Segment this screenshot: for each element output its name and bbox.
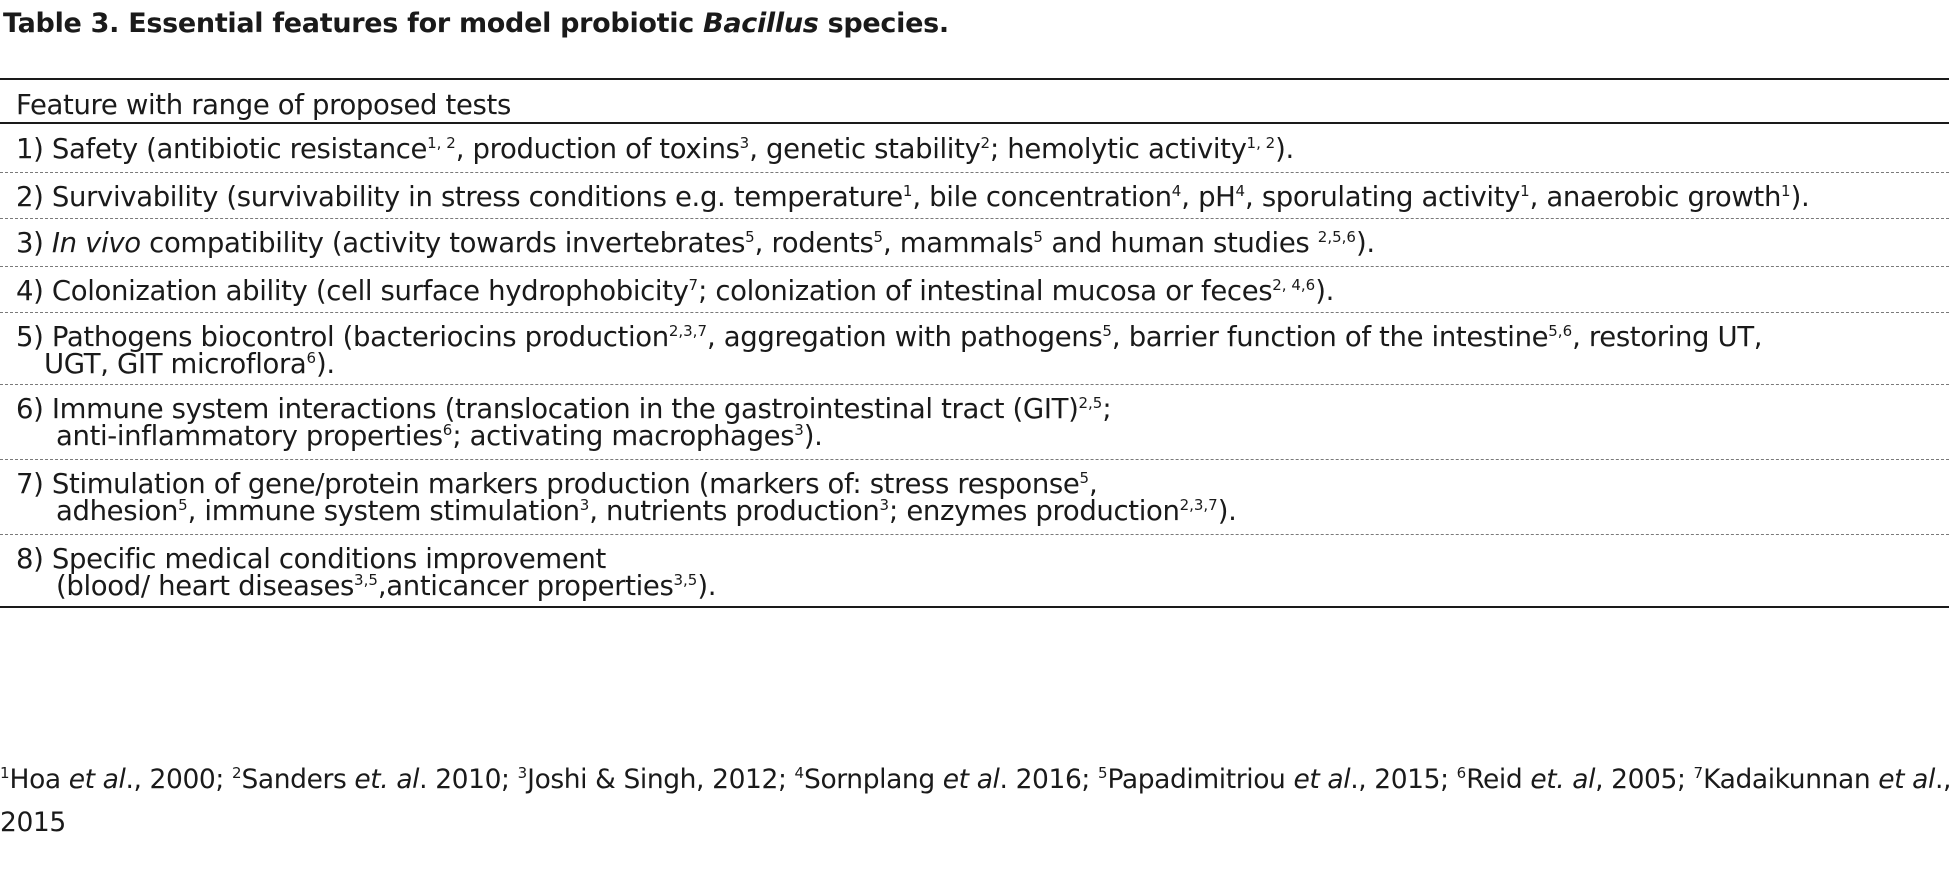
reference-superscript: 4 (1171, 182, 1182, 200)
text-run: ., 2000; (125, 764, 232, 795)
text-run: , pH (1181, 181, 1236, 213)
text-run: , nutrients production (589, 495, 880, 527)
text-run: adhesion (56, 495, 179, 527)
table-row-medical (0, 534, 1949, 606)
reference-superscript: 2 (231, 764, 242, 782)
table-row-immune (0, 384, 1949, 459)
reference-superscript: 6 (1456, 764, 1467, 782)
footnote-line (0, 803, 1951, 843)
caption-prefix: Table 3. Essential features for model probiotic (3, 8, 704, 39)
text-run: , sporulating activity (1245, 181, 1521, 213)
text-run: ; (1102, 393, 1112, 425)
reference-superscript: 1, 2 (1246, 134, 1276, 152)
reference-superscript: 4 (1235, 182, 1246, 200)
text-run: , (1089, 468, 1098, 500)
text-run: 4) Colonization ability (cell surface hydrophobicity (16, 275, 689, 307)
reference-superscript: 5 (1102, 322, 1112, 340)
text-run: , barrier function of the intestine (1111, 321, 1549, 353)
table-cell-line (16, 274, 1334, 312)
text-run: ., 2015; (1350, 764, 1457, 795)
text-run: , rodents (754, 227, 874, 259)
reference-superscript: 5 (873, 228, 883, 246)
text-run: ; activating macrophages (452, 420, 795, 452)
reference-superscript: 2,5,6 (1317, 228, 1356, 246)
reference-superscript: 2, 4,6 (1272, 276, 1316, 294)
reference-superscript: 2 (980, 134, 990, 152)
text-run: , mammals (883, 227, 1034, 259)
text-run: , aggregation with pathogens (707, 321, 1103, 353)
text-run: UGT, GIT microflora (44, 348, 307, 380)
text-run: 7) Stimulation of gene/protein markers production (markers of: stress response (16, 468, 1080, 500)
reference-superscript: 3,5 (354, 571, 378, 589)
caption-suffix: species. (818, 8, 949, 39)
reference-superscript: 5 (1097, 764, 1108, 782)
text-run: 5) Pathogens biocontrol (bacteriocins production (16, 321, 669, 353)
text-run: Reid (1466, 764, 1531, 795)
text-run: ., (1934, 764, 1951, 795)
text-run: compatibility (activity towards invertebrates (140, 227, 746, 259)
text-run: ). (1315, 275, 1334, 307)
table-header-row (0, 86, 1949, 120)
table-footnote (0, 760, 1951, 843)
reference-superscript: 6 (442, 421, 453, 439)
table-cell-line (56, 569, 716, 607)
text-run: Sornplang (804, 764, 943, 795)
reference-superscript: 3 (517, 764, 528, 782)
text-run: anti-inflammatory properties (56, 420, 443, 452)
table-top-rule (0, 78, 1949, 80)
text-run: ). (1275, 133, 1294, 165)
text-run: , 2005; (1595, 764, 1694, 795)
text-run: ). (1790, 181, 1810, 213)
reference-superscript: 3 (579, 496, 590, 514)
text-run: ). (697, 570, 717, 602)
table-cell-line (56, 419, 823, 457)
text-run: 2015 (0, 807, 66, 838)
text-run: ; enzymes production (889, 495, 1180, 527)
reference-superscript: 5 (178, 496, 188, 514)
reference-superscript: 3 (739, 134, 750, 152)
reference-superscript: 1 (902, 182, 913, 200)
reference-superscript: 1 (1520, 182, 1530, 200)
italic-text: In vivo (51, 227, 141, 259)
text-run: Papadimitriou (1107, 764, 1294, 795)
table-cell-line (16, 226, 1375, 264)
reference-superscript: 2,5 (1078, 394, 1103, 412)
reference-superscript: 3 (794, 421, 804, 439)
table-cell-line (56, 494, 1237, 532)
text-run: (blood/ heart diseases (56, 570, 355, 602)
reference-superscript: 5,6 (1548, 322, 1573, 340)
italic-text: et al (1878, 764, 1935, 795)
italic-text: et al (1293, 764, 1351, 795)
text-run: , production of toxins (455, 133, 740, 165)
table-cell-line (16, 180, 1809, 218)
text-run: . 2010; (419, 764, 518, 795)
text-run: Kadaikunnan (1703, 764, 1879, 795)
text-run: ). (1355, 227, 1375, 259)
text-run: ). (1217, 495, 1237, 527)
text-run: ). (803, 420, 823, 452)
text-run: , bile concentration (912, 181, 1172, 213)
table-header-cell: Feature with range of proposed tests (16, 89, 511, 121)
table-row-biocontrol (0, 312, 1949, 384)
reference-superscript: 2,3,7 (1179, 496, 1218, 514)
text-run: 6) Immune system interactions (translocation in the gastrointestinal tract (GIT) (16, 393, 1079, 425)
table-cell-line (44, 347, 335, 385)
caption-genus: Bacillus (703, 8, 819, 39)
reference-superscript: 2,3,7 (668, 322, 707, 340)
table-row-in-vivo (0, 218, 1949, 266)
reference-superscript: 7 (1693, 764, 1704, 782)
text-run: 3) (16, 227, 52, 259)
italic-text: et al (68, 764, 126, 795)
table-row-survivability (0, 172, 1949, 218)
reference-superscript: 3 (879, 496, 890, 514)
table-caption (3, 8, 949, 39)
reference-superscript: 7 (688, 276, 699, 294)
table-cell-line (16, 132, 1294, 170)
text-run: 8) Specific medical conditions improvement (16, 543, 606, 575)
italic-text: et. al (354, 764, 420, 795)
reference-superscript: 5 (1079, 469, 1090, 487)
text-run: Sanders (241, 764, 355, 795)
text-run: ; hemolytic activity (989, 133, 1247, 165)
text-run: and human studies (1042, 227, 1318, 259)
italic-text: et. al (1530, 764, 1596, 795)
text-run: , genetic stability (749, 133, 981, 165)
text-run: ; colonization of intestinal mucosa or feces (698, 275, 1273, 307)
reference-superscript: 6 (306, 349, 316, 367)
table-row-safety (0, 124, 1949, 172)
table-row-colonization (0, 266, 1949, 312)
table-row-markers (0, 459, 1949, 534)
reference-superscript: 5 (1033, 228, 1043, 246)
reference-superscript: 1 (0, 764, 10, 782)
text-run: ). (315, 348, 335, 380)
reference-superscript: 1, 2 (427, 134, 456, 152)
text-run: 2) Survivability (survivability in stress conditions e.g. temperature (16, 181, 903, 213)
text-run: , restoring UT, (1572, 321, 1763, 353)
text-run: 1) Safety (antibiotic resistance (16, 133, 428, 165)
text-run: Joshi & Singh, 2012; (527, 764, 795, 795)
italic-text: et al (942, 764, 1000, 795)
reference-superscript: 1 (1781, 182, 1791, 200)
text-run: . 2016; (999, 764, 1098, 795)
reference-superscript: 5 (745, 228, 755, 246)
footnote-line (0, 760, 1951, 803)
text-run: ,anticancer properties (377, 570, 674, 602)
table-bottom-rule (0, 606, 1949, 608)
text-run: Hoa (9, 764, 69, 795)
text-run: , anaerobic growth (1529, 181, 1782, 213)
reference-superscript: 4 (794, 764, 805, 782)
text-run: , immune system stimulation (187, 495, 580, 527)
reference-superscript: 3,5 (673, 571, 698, 589)
